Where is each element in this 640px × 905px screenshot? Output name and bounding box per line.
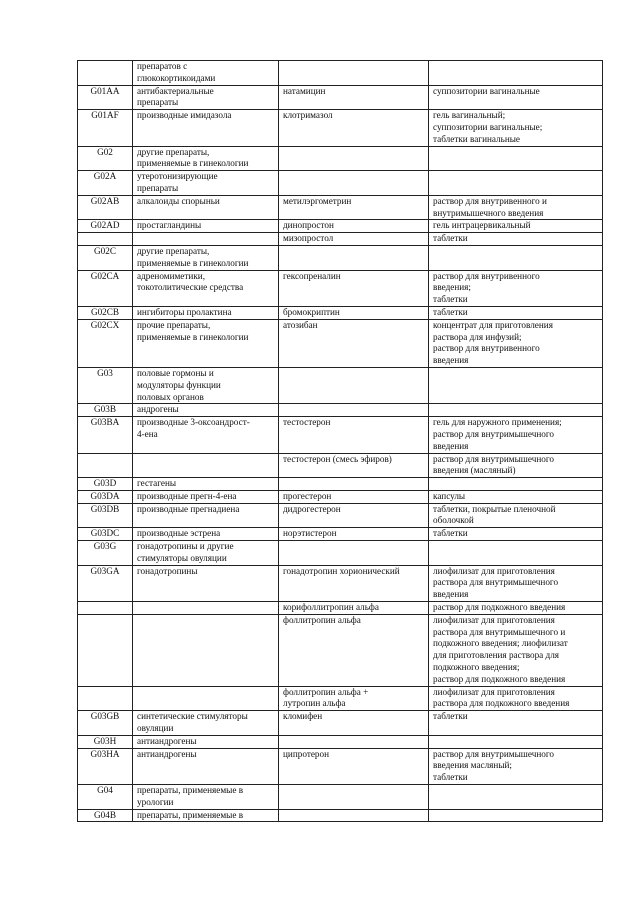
form-cell [429,61,603,86]
drug-classification-table [77,60,603,822]
group-cell [133,602,279,615]
table-row [78,490,603,503]
table-row [78,404,603,417]
form-cell [429,367,603,403]
table-row [78,748,603,784]
code-cell: G04 [78,785,133,810]
code-cell [78,602,133,615]
table-row [78,528,603,541]
drug-cell [279,404,429,417]
table-row [78,503,603,528]
code-cell: G02 [78,146,133,171]
group-cell: синтетические стимуляторы овуляции [133,711,279,736]
drug-cell [279,61,429,86]
table-row [78,735,603,748]
code-cell: G03BA [78,417,133,453]
form-cell [429,245,603,270]
group-cell: производные прегнадиена [133,503,279,528]
form-cell: таблетки [429,233,603,246]
drug-cell: прогестерон [279,490,429,503]
form-cell [429,541,603,566]
table-row [78,478,603,491]
form-cell: капсулы [429,490,603,503]
code-cell: G03GA [78,565,133,601]
group-cell: гонадотропины [133,565,279,601]
form-cell: раствор для внутримышечного введения масляный; таблетки [429,748,603,784]
code-cell: G03HA [78,748,133,784]
group-cell: утеротонизирующие препараты [133,171,279,196]
code-cell: G02CB [78,306,133,319]
table-row [78,270,603,306]
table-row [78,319,603,367]
drug-cell [279,146,429,171]
form-cell: суппозитории вагинальные [429,85,603,110]
form-cell: гель интрацервикальный [429,220,603,233]
table-row [78,614,603,686]
group-cell: половые гормоны и модуляторы функции половых органов [133,367,279,403]
code-cell: G04B [78,809,133,822]
form-cell: раствор для внутривенного и внутримышечного введения [429,195,603,220]
form-cell: лиофилизат для приготовления раствора для внутримышечного и подкожного введения; лиофилизат для приготовления раствора для подкожного введения; раствор для подкожного введения [429,614,603,686]
drug-cell: мизопростол [279,233,429,246]
drug-cell [279,541,429,566]
group-cell [133,233,279,246]
form-cell [429,478,603,491]
group-cell: производные 3-оксоандрост- 4-ена [133,417,279,453]
drug-cell: дидрогестерон [279,503,429,528]
group-cell [133,614,279,686]
code-cell: G03DB [78,503,133,528]
table-row [78,453,603,478]
drug-cell: бромокриптин [279,306,429,319]
code-cell [78,614,133,686]
group-cell: андрогены [133,404,279,417]
drug-cell [279,785,429,810]
form-cell: таблетки [429,711,603,736]
table-row [78,686,603,711]
table-row [78,541,603,566]
table-row [78,785,603,810]
form-cell: раствор для подкожного введения [429,602,603,615]
group-cell: простагландины [133,220,279,233]
table-row [78,565,603,601]
drug-cell: фоллитропин альфа [279,614,429,686]
drug-cell: натамицин [279,85,429,110]
table-row [78,245,603,270]
group-cell: препараты, применяемые в урологии [133,785,279,810]
table-body [78,61,603,822]
group-cell: антиандрогены [133,748,279,784]
code-cell: G02CA [78,270,133,306]
drug-cell: тестостерон [279,417,429,453]
form-cell: лиофилизат для приготовления раствора для подкожного введения [429,686,603,711]
form-cell: таблетки [429,306,603,319]
form-cell: гель для наружного применения; раствор для внутримышечного введения [429,417,603,453]
code-cell: G03B [78,404,133,417]
group-cell: антиандрогены [133,735,279,748]
table-row [78,110,603,146]
code-cell: G03GB [78,711,133,736]
form-cell [429,735,603,748]
table-row [78,809,603,822]
table-row [78,195,603,220]
group-cell [133,686,279,711]
group-cell: другие препараты, применяемые в гинекологии [133,146,279,171]
form-cell: таблетки, покрытые пленочной оболочкой [429,503,603,528]
drug-cell: фоллитропин альфа + лутропин альфа [279,686,429,711]
code-cell [78,453,133,478]
form-cell [429,785,603,810]
group-cell: гестагены [133,478,279,491]
drug-cell: норэтистерон [279,528,429,541]
drug-cell [279,809,429,822]
group-cell: ингибиторы пролактина [133,306,279,319]
group-cell [133,453,279,478]
drug-cell: гексопреналин [279,270,429,306]
code-cell: G01AF [78,110,133,146]
code-cell [78,233,133,246]
table-row [78,220,603,233]
code-cell: G03D [78,478,133,491]
table-row [78,711,603,736]
code-cell: G02A [78,171,133,196]
code-cell: G03 [78,367,133,403]
code-cell [78,61,133,86]
table-row [78,171,603,196]
drug-cell [279,367,429,403]
code-cell: G01AA [78,85,133,110]
group-cell: производные имидазола [133,110,279,146]
code-cell: G02AD [78,220,133,233]
form-cell [429,404,603,417]
form-cell: таблетки [429,528,603,541]
code-cell [78,686,133,711]
table-row [78,306,603,319]
table-row [78,367,603,403]
group-cell: другие препараты, применяемые в гинекологии [133,245,279,270]
group-cell: производные прегн-4-ена [133,490,279,503]
form-cell: концентрат для приготовления раствора для инфузий; раствор для внутривенного введения [429,319,603,367]
group-cell: производные эстрена [133,528,279,541]
code-cell: G03DC [78,528,133,541]
drug-cell: кломифен [279,711,429,736]
group-cell: прочие препараты, применяемые в гинекологии [133,319,279,367]
drug-cell: тестостерон (смесь эфиров) [279,453,429,478]
drug-cell [279,478,429,491]
drug-cell [279,735,429,748]
group-cell: гонадотропины и другие стимуляторы овуляции [133,541,279,566]
form-cell: раствор для внутривенного введения; таблетки [429,270,603,306]
code-cell: G02AB [78,195,133,220]
group-cell: препараты, применяемые в [133,809,279,822]
form-cell: лиофилизат для приготовления раствора для внутримышечного введения [429,565,603,601]
table-row [78,146,603,171]
drug-cell: метилэргометрин [279,195,429,220]
code-cell: G03G [78,541,133,566]
drug-cell: корифоллитропин альфа [279,602,429,615]
drug-cell: динопростон [279,220,429,233]
form-cell: гель вагинальный; суппозитории вагинальные; таблетки вагинальные [429,110,603,146]
form-cell [429,146,603,171]
code-cell: G02CX [78,319,133,367]
form-cell [429,171,603,196]
group-cell: адреномиметики, токотолитические средства [133,270,279,306]
code-cell: G02C [78,245,133,270]
form-cell: раствор для внутримышечного введения (масляный) [429,453,603,478]
code-cell: G03H [78,735,133,748]
drug-cell: гонадотропин хорионический [279,565,429,601]
table-row [78,85,603,110]
group-cell: антибактериальные препараты [133,85,279,110]
group-cell: алкалоиды спорыньи [133,195,279,220]
form-cell [429,809,603,822]
table-row [78,602,603,615]
drug-cell: ципротерон [279,748,429,784]
drug-cell: атозибан [279,319,429,367]
table-row [78,417,603,453]
drug-cell [279,245,429,270]
table-row [78,233,603,246]
drug-cell [279,171,429,196]
group-cell: препаратов с глюкокортикоидами [133,61,279,86]
table-row [78,61,603,86]
code-cell: G03DA [78,490,133,503]
drug-cell: клотримазол [279,110,429,146]
